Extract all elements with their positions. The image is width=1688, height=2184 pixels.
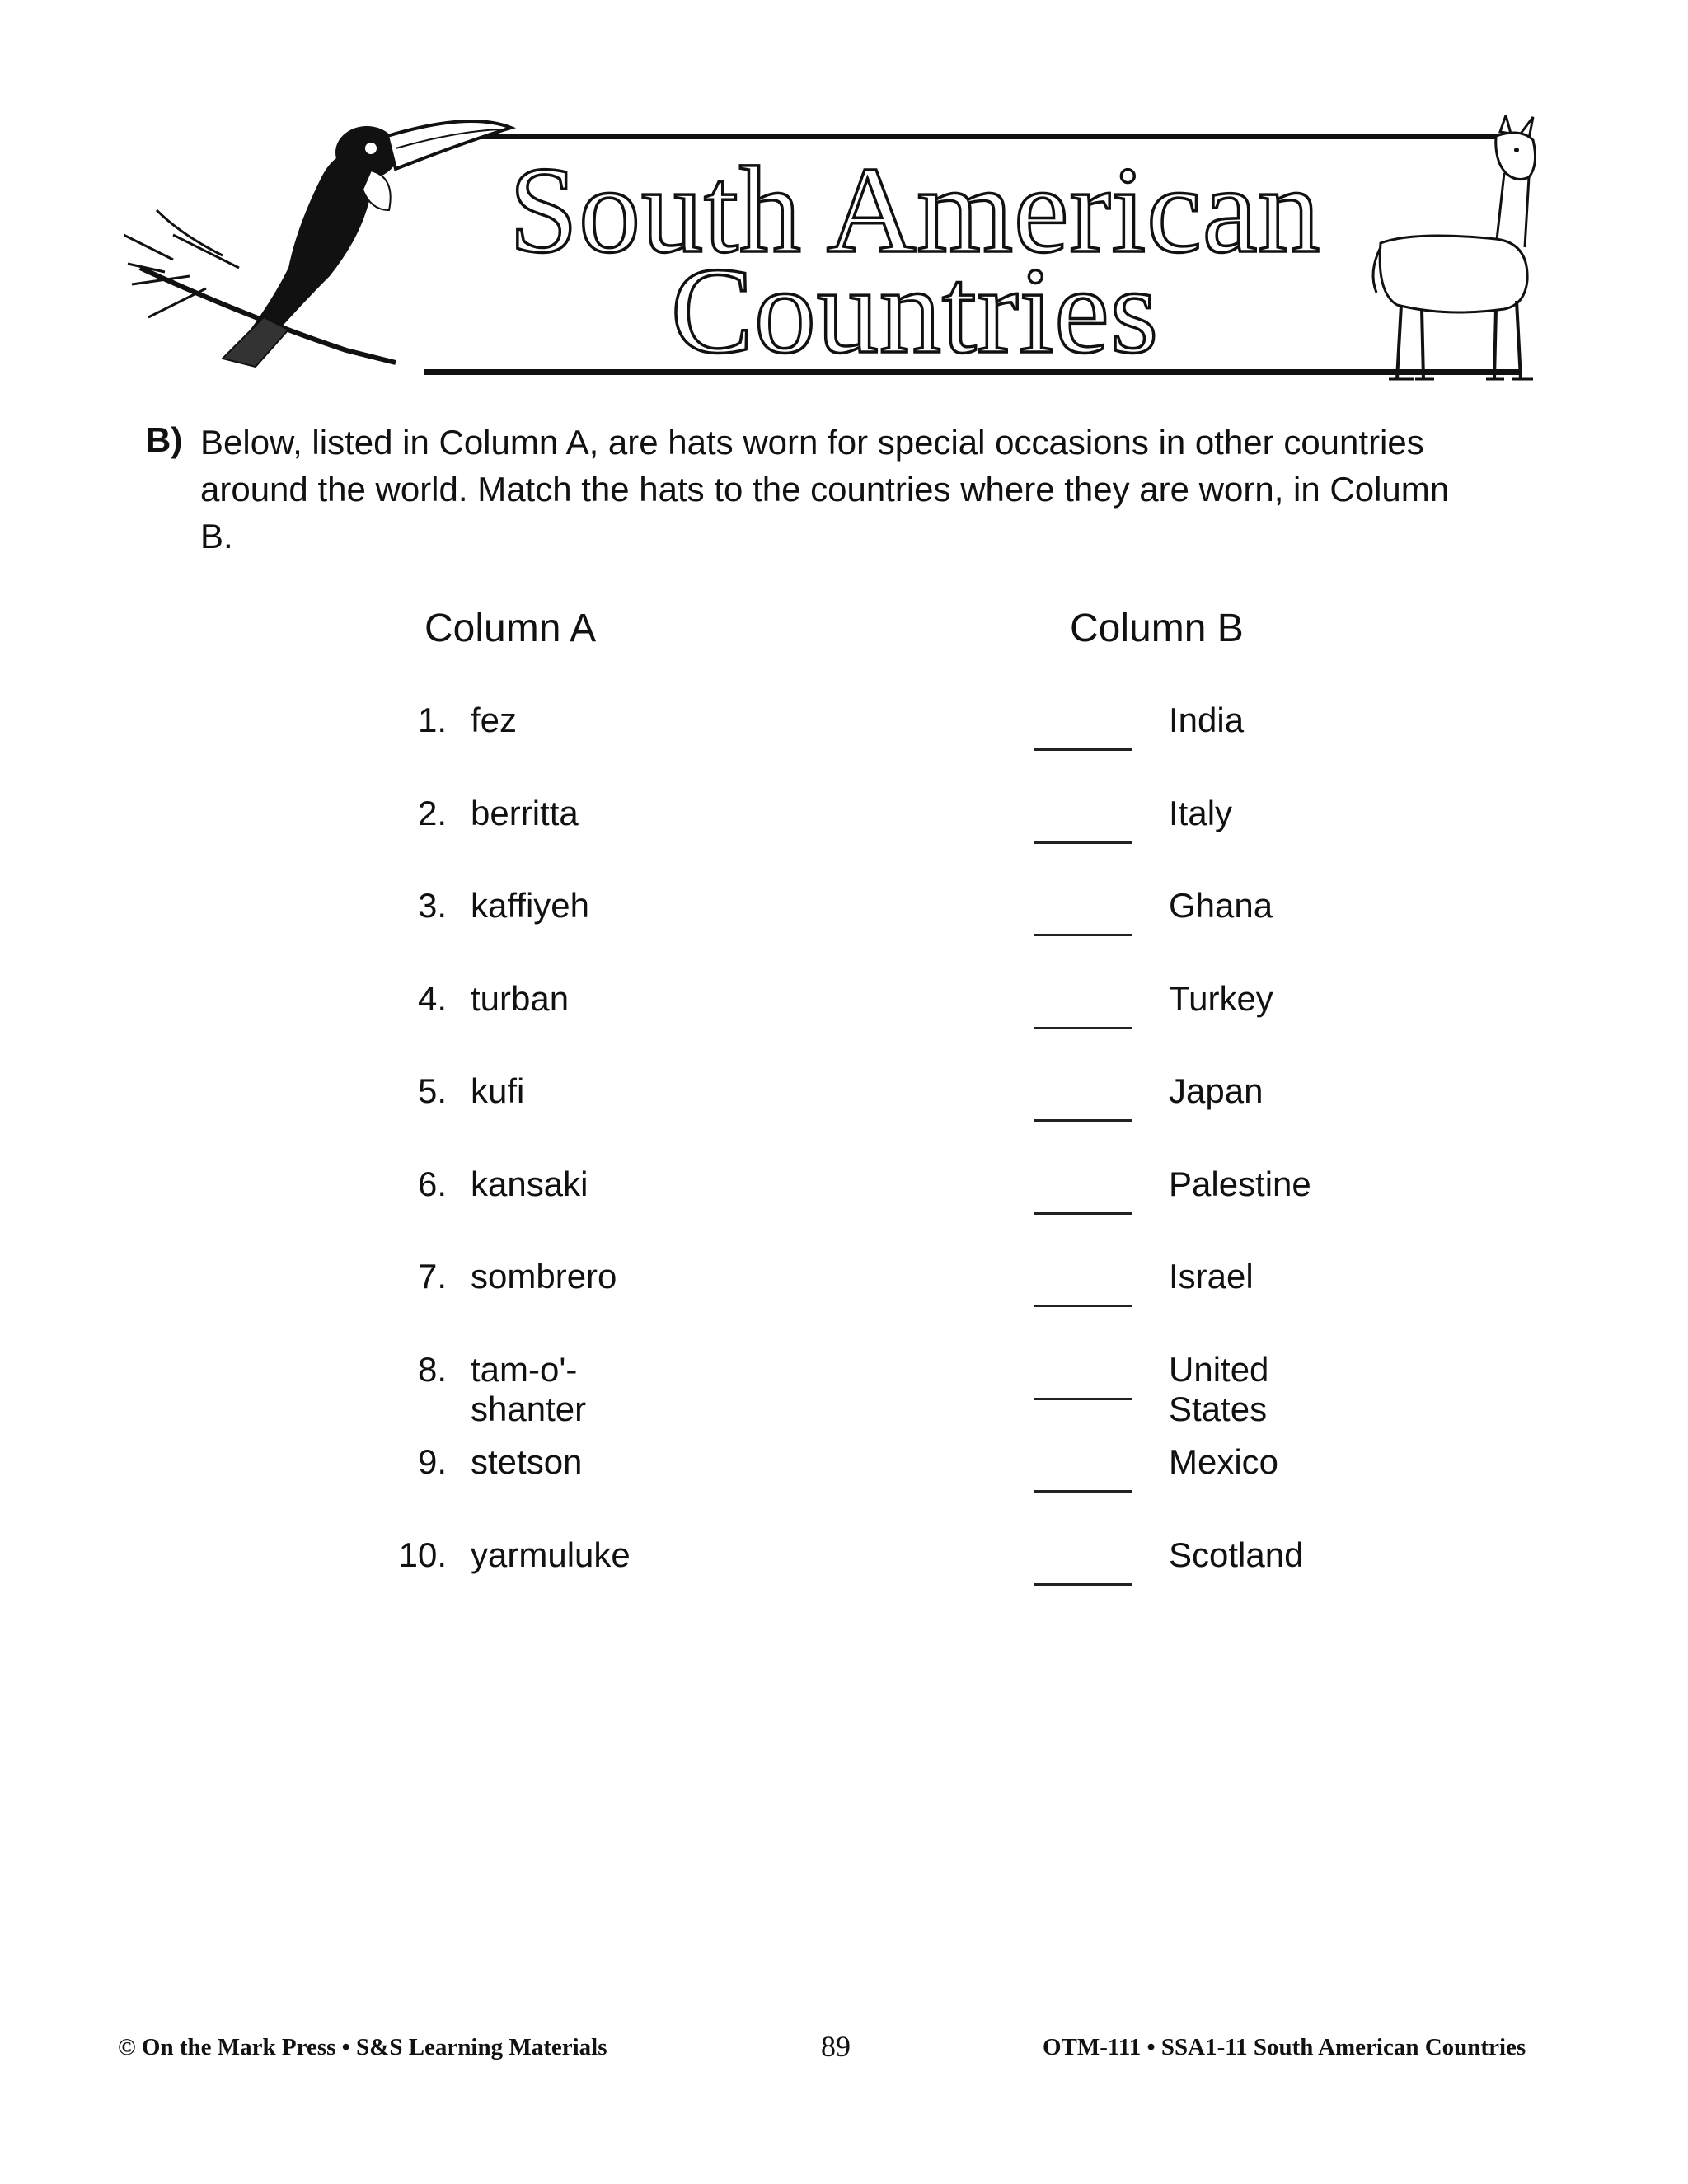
answer-blank[interactable] xyxy=(1034,1583,1132,1586)
question-label: B) xyxy=(146,420,183,459)
item-number: 2. xyxy=(417,794,447,832)
page-title-line-2: Countries xyxy=(670,242,1160,379)
footer-copyright: © On the Mark Press • S&S Learning Materials xyxy=(118,2034,607,2060)
hat-name: fez xyxy=(471,701,518,739)
country-name: Israel xyxy=(1169,1257,1254,1296)
answer-blank[interactable] xyxy=(1034,1027,1132,1029)
answer-blank[interactable] xyxy=(1034,1490,1132,1493)
item-number: 1. xyxy=(417,701,447,739)
question-instructions: Below, listed in Column A, are hats worn for special occasions in other countries around the world. Match the hats to the countries where they are worn, in Column B. xyxy=(200,423,1450,555)
country-name: Scotland xyxy=(1169,1535,1304,1574)
item-number: 5. xyxy=(417,1071,447,1110)
hat-name: yarmuluke xyxy=(471,1535,631,1574)
item-number: 9. xyxy=(417,1442,447,1481)
page-title-line-1: South American xyxy=(509,142,1321,279)
answer-blank[interactable] xyxy=(1034,748,1132,751)
country-name: United States xyxy=(1169,1350,1269,1428)
answer-blank[interactable] xyxy=(1034,841,1132,844)
country-name: Ghana xyxy=(1169,886,1273,925)
item-number: 6. xyxy=(417,1165,447,1203)
column-a-heading: Column A xyxy=(424,607,597,650)
column-b-heading: Column B xyxy=(1070,607,1244,650)
item-number: 7. xyxy=(417,1257,447,1296)
answer-blank[interactable] xyxy=(1034,934,1132,936)
hat-name: kufi xyxy=(471,1071,525,1110)
item-number: 8. xyxy=(417,1350,447,1389)
hat-name: berritta xyxy=(471,794,579,832)
country-name: Palestine xyxy=(1169,1165,1311,1203)
country-name: India xyxy=(1169,701,1245,739)
item-number: 4. xyxy=(417,979,447,1018)
country-name: Turkey xyxy=(1169,979,1273,1018)
item-number: 10. xyxy=(398,1535,447,1574)
footer-product-code: OTM-111 • SSA1-11 South American Countries xyxy=(1043,2034,1526,2060)
page-number: 89 xyxy=(821,2030,851,2063)
country-name: Italy xyxy=(1169,794,1233,832)
hat-name: sombrero xyxy=(471,1257,617,1296)
answer-blank[interactable] xyxy=(1034,1305,1132,1307)
country-name: Mexico xyxy=(1169,1442,1279,1481)
answer-blank[interactable] xyxy=(1034,1119,1132,1122)
hat-name: kansaki xyxy=(471,1165,588,1203)
item-number: 3. xyxy=(417,886,447,925)
hat-name: turban xyxy=(471,979,570,1018)
country-name: Japan xyxy=(1169,1071,1264,1110)
hat-name: tam-o'-shanter xyxy=(471,1350,587,1428)
banner-top-rule xyxy=(424,134,1521,139)
hat-name: stetson xyxy=(471,1442,583,1481)
answer-blank[interactable] xyxy=(1034,1212,1132,1215)
answer-blank[interactable] xyxy=(1034,1398,1132,1400)
hat-name: kaffiyeh xyxy=(471,886,589,925)
